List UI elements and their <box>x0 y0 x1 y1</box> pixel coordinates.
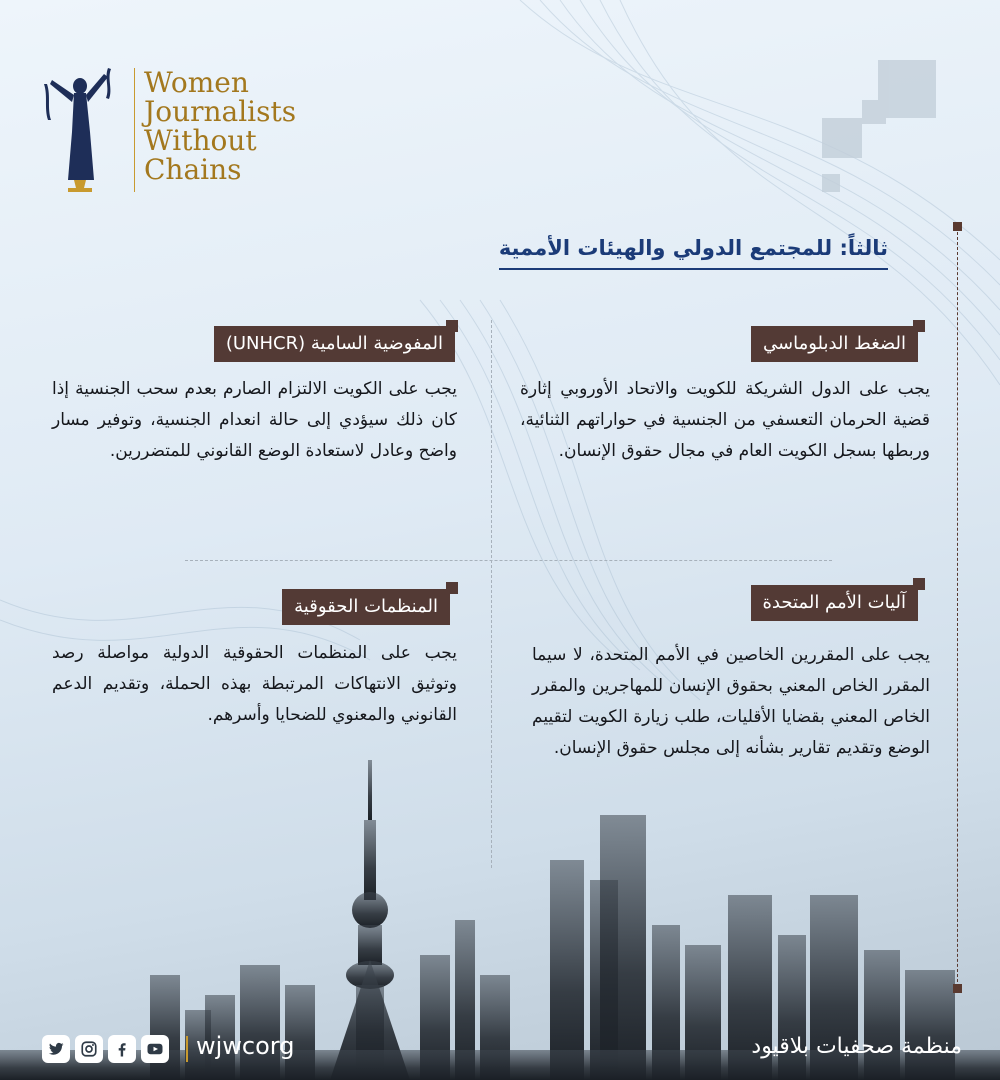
decorative-squares <box>822 60 936 192</box>
footer <box>0 1028 1000 1080</box>
guide-marker-bottom <box>953 984 962 993</box>
facebook-link[interactable] <box>108 1035 136 1063</box>
logo-line-1: Women <box>144 66 249 99</box>
twitter-icon <box>47 1040 65 1058</box>
handle-divider <box>186 1036 188 1062</box>
card-body-unhcr: يجب على الكويت الالتزام الصارم بعدم سحب الجنسية إذا كان ذلك سيؤدي إلى حالة انعدام الجنسية، وتوفير مسار واضح وعادل لاستعادة الوضع القانوني للمتضررين. <box>52 379 457 461</box>
logo-line-2: Journalists <box>144 95 297 128</box>
grid-divider-horizontal <box>185 560 832 561</box>
card-title-diplomatic: الضغط الدبلوماسي <box>751 326 918 362</box>
logo-line-4: Chains <box>144 153 242 186</box>
logo-line-3: Without <box>144 124 257 157</box>
card-body-un-mechanisms: يجب على المقررين الخاصين في الأمم المتحدة، لا سيما المقرر الخاص المعني بحقوق الإنسان للمهاجرين والمقرر الخاص المعني بقضايا الأقليات، طلب زيارة الكويت لتقييم الوضع وتقديم تقارير بشأنه إلى مجلس حقوق الإنسان. <box>532 645 930 758</box>
instagram-link[interactable] <box>75 1035 103 1063</box>
card-body-rights-orgs: يجب على المنظمات الحقوقية الدولية مواصلة رصد وتوثيق الانتهاكات المرتبطة بهذه الحملة، وتقديم الدعم القانوني والمعنوي للضحايا وأسرهم. <box>52 643 457 725</box>
youtube-icon <box>146 1040 164 1058</box>
card-title-unhcr: المفوضية السامية (UNHCR) <box>214 326 455 362</box>
youtube-link[interactable] <box>141 1035 169 1063</box>
logo-divider <box>134 68 135 192</box>
logo-wordmark <box>144 68 304 184</box>
organization-name: منظمة صحفيات بلاقيود <box>751 1034 962 1059</box>
social-links <box>42 1035 169 1063</box>
logo <box>38 62 298 202</box>
social-handle: wjwcorg <box>196 1032 295 1060</box>
section-title: ثالثاً: للمجتمع الدولي والهيئات الأممية <box>499 236 888 270</box>
side-guide-line <box>957 232 958 992</box>
card-title-un-mechanisms: آليات الأمم المتحدة <box>751 585 919 621</box>
grid-divider-vertical <box>491 320 492 868</box>
instagram-icon <box>80 1040 98 1058</box>
twitter-link[interactable] <box>42 1035 70 1063</box>
card-title-rights-orgs: المنظمات الحقوقية <box>282 589 450 625</box>
freed-woman-logo-icon <box>38 62 120 194</box>
card-body-diplomatic: يجب على الدول الشريكة للكويت والاتحاد الأوروبي إثارة قضية الحرمان التعسفي من الجنسية في حواراتهم الثنائية، وربطها بسجل الكويت العام في مجال حقوق الإنسان. <box>520 379 930 461</box>
guide-marker-top <box>953 222 962 231</box>
facebook-icon <box>113 1040 131 1058</box>
